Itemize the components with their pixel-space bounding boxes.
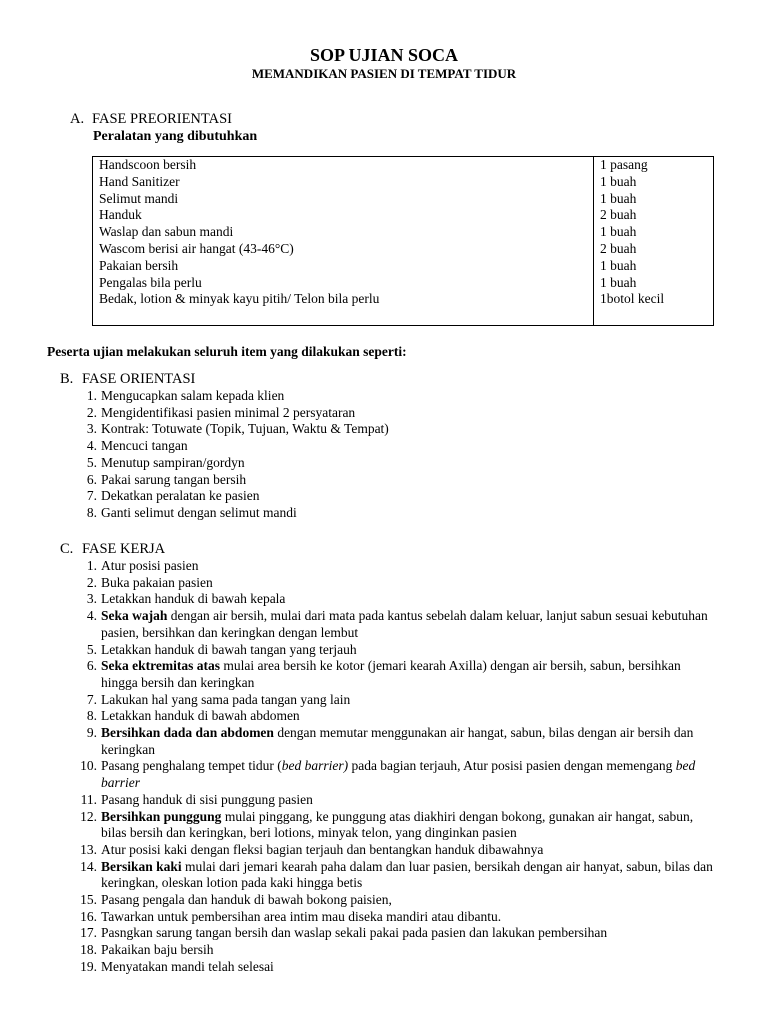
step-text: dengan memutar menggunakan air hangat, sabun, bilas dengan air bersih dan keringkan <box>101 725 694 757</box>
step-number: 15. <box>80 892 97 908</box>
list-item <box>70 472 720 489</box>
step-number: 11. <box>80 791 97 807</box>
equipment-qty: 2 buah <box>600 207 637 223</box>
section-a-heading <box>70 110 232 128</box>
step-italic-text: bed barrier <box>101 758 696 791</box>
section-b-title: FASE ORIENTASI <box>82 371 196 387</box>
list-item <box>70 909 720 926</box>
equipment-item: Waslap dan sabun mandi <box>99 224 234 240</box>
list-item <box>70 608 720 641</box>
step-number: 5. <box>86 454 97 470</box>
orientation-steps-list <box>70 388 720 522</box>
equipment-item: Pengalas bila perlu <box>99 274 202 290</box>
step-text: Kontrak: Totuwate (Topik, Tujuan, Waktu & Tempat) <box>101 421 389 437</box>
instruction-text: Peserta ujian melakukan seluruh item yang dilakukan seperti: <box>47 344 407 359</box>
equipment-qty: 1botol kecil <box>600 291 665 307</box>
list-item <box>70 642 720 659</box>
list-item <box>70 505 720 522</box>
document-title: SOP UJIAN SOCA <box>309 45 459 65</box>
step-number: 16. <box>80 908 97 924</box>
step-number: 17. <box>80 925 97 941</box>
step-text: mulai pinggang, ke punggung atas diakhiri dengan bokong, gunakan air hangat, sabun, bilas bersih dan keringkan, beri lotions, minyak telon, yang dinginkan pasien <box>101 808 694 841</box>
section-c-title: FASE KERJA <box>82 541 166 557</box>
step-number: 1. <box>86 388 97 403</box>
step-number: 12. <box>80 808 97 824</box>
list-item <box>70 455 720 472</box>
equipment-items-cell <box>93 157 594 326</box>
equipment-table <box>92 156 714 326</box>
step-number: 2. <box>86 574 97 590</box>
list-item <box>70 925 720 942</box>
equipment-qty: 1 buah <box>600 190 637 206</box>
list-item <box>70 842 720 859</box>
list-item <box>70 725 720 758</box>
equipment-item: Wascom berisi air hangat (43-46°C) <box>99 240 294 256</box>
equipment-item: Handuk <box>99 207 142 223</box>
step-text: Atur posisi kaki dengan fleksi bagian terjauh dan bentangkan handuk dibawahnya <box>101 841 544 857</box>
step-number: 3. <box>86 591 97 607</box>
list-item <box>70 692 720 709</box>
step-text: Atur posisi pasien <box>101 558 199 573</box>
step-text: dengan air bersih, mulai dari mata pada kantus sebelah dalam keluar, lanjut sabun sesuai kebutuhan pasien, bersihkan dan keringkan dengan lembut <box>101 608 708 640</box>
equipment-item: Handscoon bersih <box>99 157 197 172</box>
step-text: Pasang pengala dan handuk di bawah bokong paisien, <box>101 892 392 908</box>
list-item <box>70 708 720 725</box>
list-item <box>70 558 720 575</box>
list-item <box>70 809 720 842</box>
equipment-item: Pakaian bersih <box>99 257 179 273</box>
step-text: mulai area bersih ke kotor (jemari kearah Axilla) dengan air bersih, sabun, bersihkan hingga bersih dan keringkan <box>101 658 681 690</box>
equipment-item: Selimut mandi <box>99 190 179 206</box>
step-text: Buka pakaian pasien <box>101 574 213 590</box>
step-text: Pakaikan baju bersih <box>101 942 214 958</box>
list-item <box>70 658 720 691</box>
list-item <box>70 942 720 959</box>
equipment-item: Bedak, lotion & minyak kayu pitih/ Telon bila perlu <box>99 291 380 307</box>
list-item <box>70 405 720 422</box>
list-item <box>70 388 720 405</box>
step-text: pada bagian terjauh, Atur posisi pasien dengan memengang <box>348 758 676 774</box>
list-item <box>70 959 720 976</box>
section-c-letter: C. <box>60 541 74 557</box>
list-item <box>70 792 720 809</box>
step-text: Menutup sampiran/gordyn <box>101 454 245 470</box>
section-a-title: FASE PREORIENTASI <box>92 111 232 127</box>
step-number: 6. <box>86 658 97 674</box>
step-number: 19. <box>80 958 97 974</box>
equipment-item: Hand Sanitizer <box>99 173 180 189</box>
step-text: Tawarkan untuk pembersihan area intim mau diseka mandiri atau dibantu. <box>101 908 502 924</box>
list-item <box>70 859 720 892</box>
step-text: Lakukan hal yang sama pada tangan yang lain <box>101 691 351 707</box>
step-text: Ganti selimut dengan selimut mandi <box>101 504 297 520</box>
equipment-subheading: Peralatan yang dibutuhkan <box>93 129 258 144</box>
step-number: 8. <box>86 504 97 520</box>
list-item <box>70 438 720 455</box>
step-number: 18. <box>80 942 97 958</box>
step-text: Menyatakan mandi telah selesai <box>101 958 274 974</box>
step-text: Letakkan handuk di bawah abdomen <box>101 708 300 724</box>
step-bold-text: Seka ektremitas atas <box>101 658 220 674</box>
equipment-qty-cell <box>594 157 714 326</box>
step-number: 14. <box>80 858 97 874</box>
equipment-qty: 1 pasang <box>600 157 648 172</box>
step-number: 6. <box>86 471 97 487</box>
step-text: Mencuci tangan <box>101 438 188 454</box>
step-number: 13. <box>80 841 97 857</box>
list-item <box>70 591 720 608</box>
step-number: 4. <box>86 608 97 624</box>
step-number: 2. <box>86 404 97 420</box>
list-item <box>70 421 720 438</box>
document-subtitle: MEMANDIKAN PASIEN DI TEMPAT TIDUR <box>251 66 517 81</box>
step-text: Pasngkan sarung tangan bersih dan waslap sekali pakai pada pasien dan lakukan pembersihan <box>101 925 608 941</box>
list-item <box>70 758 720 791</box>
step-text: mulai dari jemari kearah paha dalam dan luar pasien, bersikah dengan air hanyat, sabun, bilas dan keringkan, oleskan lotion pada kaki hingga betis <box>101 858 713 891</box>
section-b-letter: B. <box>60 371 74 387</box>
step-text: Dekatkan peralatan ke pasien <box>101 488 260 504</box>
work-steps-list <box>70 558 720 976</box>
equipment-qty: 2 buah <box>600 240 637 256</box>
equipment-qty: 1 buah <box>600 274 637 290</box>
step-number: 8. <box>86 708 97 724</box>
step-bold-text: Bersihkan punggung <box>101 808 222 824</box>
step-bold-text: Seka wajah <box>101 608 168 624</box>
list-item <box>70 892 720 909</box>
step-italic-text: bed barrier) <box>281 758 349 774</box>
section-a-letter: A. <box>70 111 85 127</box>
step-number: 5. <box>86 641 97 657</box>
step-text: Mengucapkan salam kepada klien <box>101 388 285 403</box>
step-number: 7. <box>86 488 97 504</box>
section-b-heading <box>60 370 195 388</box>
list-item <box>70 575 720 592</box>
step-number: 9. <box>86 725 97 741</box>
step-number: 4. <box>86 438 97 454</box>
step-text: Pasang handuk di sisi punggung pasien <box>101 791 313 807</box>
step-number: 3. <box>86 421 97 437</box>
step-text: Pasang penghalang tempet tidur ( <box>101 758 282 774</box>
section-c-heading <box>60 540 165 558</box>
equipment-qty: 1 buah <box>600 224 637 240</box>
equipment-qty: 1 buah <box>600 173 637 189</box>
step-text: Letakkan handuk di bawah tangan yang terjauh <box>101 641 357 657</box>
equipment-qty: 1 buah <box>600 257 637 273</box>
step-bold-text: Bersihkan dada dan abdomen <box>101 725 274 741</box>
list-item <box>70 488 720 505</box>
step-text: Mengidentifikasi pasien minimal 2 persyataran <box>101 404 356 420</box>
step-text: Letakkan handuk di bawah kepala <box>101 591 286 607</box>
step-number: 1. <box>86 558 97 573</box>
step-text: Pakai sarung tangan bersih <box>101 471 247 487</box>
step-bold-text: Bersikan kaki <box>101 858 182 874</box>
step-number: 7. <box>86 691 97 707</box>
step-number: 10. <box>80 758 97 774</box>
